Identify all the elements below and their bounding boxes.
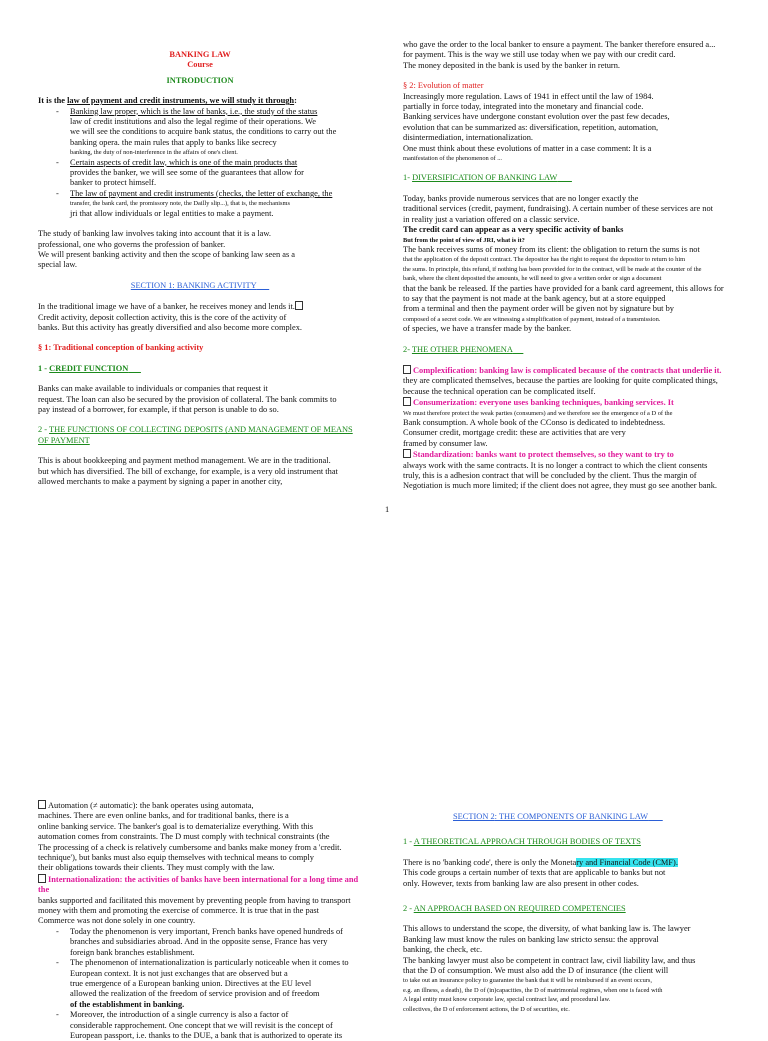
checkbox-glyph-icon — [403, 397, 411, 406]
comp-line: banking, the check, etc. — [403, 945, 483, 955]
item2-line: - Certain aspects of credit law, which is one of the main products that — [70, 157, 298, 167]
checkbox-glyph-icon — [38, 874, 46, 883]
other-title: THE OTHER PHENOMENA — [411, 344, 513, 354]
section1-title: BANKING ACTIVITY — [176, 280, 257, 290]
item3-line: - The law of payment and credit instruments (checks, the letter of exchange, the — [70, 188, 333, 198]
doc-title: BANKING LAW — [169, 50, 231, 59]
section2-heading — [403, 812, 733, 822]
trad-line — [38, 301, 362, 312]
auto-line-text: Automation (≠ automatic): the bank operates using automata, — [48, 801, 254, 810]
page2-right-column — [403, 812, 733, 1014]
credit-num: 1 - — [38, 363, 50, 373]
comp-line: Banking law must know the rules on banking law stricto sensu: the approval — [403, 934, 659, 944]
study-line: special law. — [38, 260, 77, 270]
item1-line: banking, the duty of non-interference in the affairs of one's client. — [70, 149, 238, 157]
intro-list — [38, 107, 362, 219]
other-heading — [403, 345, 753, 355]
comp-title: AN APPROACH BASED ON REQUIRED COMPETENCIES — [413, 904, 626, 914]
cons-heading — [403, 397, 753, 408]
section1-label: SECTION 1: — [130, 280, 177, 290]
cx-line: they are complicated themselves, because the parties are looking for quite complicated things, — [403, 376, 718, 386]
section2-title: : THE COMPONENTS OF BANKING LAW — [494, 812, 649, 821]
auto-heading — [38, 800, 362, 811]
intro-lead-a: It is the — [38, 96, 68, 106]
li2-line: true emergence of a European banking union. Directives at the EU level — [70, 978, 312, 988]
credit-line: Banks can make available to individuals or companies that request it — [38, 384, 268, 394]
trad-line: banks. But this activity has greatly diversified and also become more complex. — [38, 322, 302, 332]
div-line: The bank receives sums of money from its client: the obligation to return the sums is not — [403, 244, 700, 254]
comp-line: that the D of consumption. We must also add the D of insurance (the client will — [403, 966, 669, 976]
item2-line: provides the banker, we will see some of the guarantees that allow for — [70, 168, 304, 178]
auto-line: online banking service. The banker's goal is to dematerialize everything. With this — [38, 821, 314, 831]
credit-line: pay instead of a borrower, for example, if that person is unable to do so. — [38, 404, 279, 414]
trad-line-text: In the traditional image we have of a banker, he receives money and lends it. — [38, 302, 295, 312]
auto-line: The processing of a check is relatively cumbersome and banks make money from a 'credit. — [38, 842, 342, 852]
li2-line: - The phenomenon of internationalization is particularly noticeable when it comes to — [70, 958, 349, 968]
list-item — [38, 1010, 362, 1041]
doc-subtitle: Course — [187, 60, 213, 70]
comp-line: e.g. an illness, a death), the D of (in)capacities, the D of matrimonial regimes, when one is faced with — [403, 986, 663, 994]
std-line: truly, this is a adhesion contract that will be concluded by the client. Thus the margin of — [403, 471, 697, 481]
item3-line: transfer, the bank card, the promissory note, the Dailly slip...), that is, the mechanisms — [70, 200, 290, 208]
div-line: that the bank be released. If the parties have provided for a bank card agreement, this allows for — [403, 283, 724, 293]
div-line: in reality just a variation offered on a classic service. — [403, 214, 580, 224]
list-item — [38, 927, 362, 958]
intl-line: banks supported and facilitated this movement by preventing people from having to transport — [38, 895, 351, 905]
std-heading — [403, 449, 753, 460]
item1-line: banking opera. the main rules that apply to banks like secrecy — [70, 137, 277, 147]
page-number: 1 — [385, 505, 390, 514]
func-line: allowed merchants to make a payment by signing a paper in another city, — [38, 477, 283, 486]
item1-line: law of credit institutions and also the legal regime of their operations. We — [70, 117, 316, 127]
div-line: bank, where the client deposited the amounts, he will need to give a written order or sign a document — [403, 275, 662, 283]
item3-line: jri that allow individuals or legal entities to make a payment. — [70, 208, 274, 218]
div-line: to say that the payment is not made at the bank agency, but at a store equipped — [403, 293, 666, 303]
func-line: This is about bookkeeping and payment method management. We are in the traditional. — [38, 456, 331, 466]
comp-line: collectives, the D of enforcement actions, the D of securities, etc. — [403, 1005, 570, 1013]
checkbox-glyph-icon — [38, 800, 46, 809]
li2-line: allowed the realization of the freedom of service provision and of freedom — [70, 989, 320, 999]
credit-line: request. The loan can also be secured by the provision of collateral. The bank commits to — [38, 394, 337, 404]
li1-line: branches and subsidiaries abroad. And in the opposite sense, France has very — [70, 937, 328, 947]
par1-heading: § 1: Traditional conception of banking activity — [38, 343, 204, 353]
section2-label: SECTION 2 — [453, 812, 495, 821]
evo-line: partially in force today, integrated into the monetary and financial code. — [403, 102, 644, 112]
std-heading-text: Standardization: banks want to protect themselves, so they want to try to — [413, 450, 674, 460]
li3-line: European passport, i.e. thanks to the DUE, a bank that is authorized to operate its — [70, 1030, 343, 1040]
par2-heading: § 2: Evolution of matter — [403, 81, 484, 91]
comp-line: The banking lawyer must also be competent in contract law, civil liability law, and thus — [403, 955, 696, 965]
intl-line: money with them and promoting the exercise of commerce. It is true that in the past — [38, 906, 319, 916]
comp-line: to take out an insurance policy to guarantee the bank that it will be reimbursed if an event occurs, — [403, 977, 652, 985]
li2-line: of the establishment in banking. — [70, 999, 185, 1009]
other-num: 2- — [403, 344, 412, 354]
func-line: but which has diversified. The bill of exchange, for example, is a very old instrument that — [38, 466, 338, 476]
auto-line: technique'), but banks must also equip themselves with technical means to comply — [38, 853, 314, 863]
std-line: Negotiation is much more limited; if the client does not agree, they must go see another bank. — [403, 481, 717, 491]
cons-line: Consumer credit, mortgage credit: these are activities that are very — [403, 428, 626, 438]
functions-num: 2 - — [38, 425, 50, 435]
auto-line: their obligations towards their clients. They must comply with the law. — [38, 863, 275, 873]
intl-heading-text: Internationalization: the activities of banks have been international for a long time and the — [38, 874, 359, 895]
cmf-highlight: ry and Financial Code (CMF). — [576, 857, 678, 867]
theo-num: 1 - — [403, 837, 414, 847]
div-num: 1- — [403, 173, 413, 183]
div-line: Today, banks provide numerous services that are no longer exactly the — [403, 193, 639, 203]
li3-line: considerable rapprochement. One concept that we will revisit is the concept of — [70, 1020, 333, 1030]
evo-line: manifestation of the phenomenon of ... — [403, 155, 503, 163]
div-line: The credit card can appear as a very specific activity of banks — [403, 225, 624, 235]
intl-heading — [38, 874, 362, 896]
item1-line: we will see the conditions to acquire bank status, the conditions to carry out the — [70, 127, 337, 137]
theo-line: This code groups a certain number of texts that are applicable to banks but not — [403, 868, 666, 878]
page1-right-column — [403, 40, 753, 492]
functions-heading — [38, 425, 362, 446]
credit-heading — [38, 364, 362, 374]
auto-line: automation comes from constraints. The D must comply with technical constraints (the — [38, 832, 330, 842]
cx-line: because the technical operation can be complicated itself. — [403, 386, 596, 396]
div-heading — [403, 173, 753, 183]
evo-line: One must think about these evolutions of matter in a case comment: It is a — [403, 143, 652, 153]
theo-line-a: There is no 'banking code', there is only the Moneta — [403, 857, 577, 867]
trad-line: Credit activity, deposit collection activity, this is the core of the activity of — [38, 312, 287, 322]
evo-line: Banking services have undergone constant evolution over the past few decades, — [403, 112, 670, 122]
intro-lead — [38, 96, 362, 106]
checkbox-glyph-icon — [403, 449, 411, 458]
list-item — [38, 107, 362, 158]
cons-line: Bank consumption. A whole book of the CConso is dedicated to indebtedness. — [403, 418, 666, 427]
introduction-heading: INTRODUCTION — [166, 75, 234, 85]
cont-line: The money deposited in the bank is used by the banker in return. — [403, 60, 620, 70]
div-line: that the application of the deposit contract. The depositor has the right to request the depositor to return to him — [403, 256, 686, 264]
study-line: professional, one who governs the profession of banker. — [38, 239, 226, 249]
div-title: DIVERSIFICATION OF BANKING LAW — [412, 173, 558, 183]
theo-title: A THEORETICAL APPROACH THROUGH BODIES OF TEXTS — [413, 837, 641, 847]
evo-line: Increasingly more regulation. Laws of 1941 in effect until the law of 1984. — [403, 91, 654, 101]
credit-title: CREDIT FUNCTION — [49, 363, 129, 373]
list-item — [38, 189, 362, 219]
li1-line: - Today the phenomenon is very important, French banks have opened hundreds of — [70, 926, 343, 936]
li3-line: - Moreover, the introduction of a single currency is also a factor of — [70, 1010, 289, 1020]
theo-heading — [403, 837, 733, 847]
div-line: of species, we have a transfer made by the banker. — [403, 324, 572, 334]
intro-lead-c: : — [294, 96, 297, 106]
cont-line: who gave the order to the local banker to ensure a payment. The banker therefore ensured a... — [403, 40, 716, 49]
li1-line: foreign bank branches establishment. — [70, 947, 195, 957]
comp-num: 2 - — [403, 904, 414, 914]
functions-title: THE FUNCTIONS OF COLLECTING DEPOSITS (AND MANAGEMENT OF MEANS OF PAYMENT — [38, 425, 353, 445]
cons-heading-text: Consumerization: everyone uses banking techniques, banking services. It — [413, 398, 674, 408]
item1-line: - Banking law proper, which is the law of banks, i.e., the study of the status — [70, 106, 318, 116]
evo-line: evolution that can be summarized as: diversification, repetition, automation, — [403, 122, 659, 132]
auto-line: machines. There are even online banks, and for traditional banks, there is a — [38, 811, 289, 821]
study-line: We will present banking activity and then the scope of banking law seen as a — [38, 249, 296, 259]
theo-line — [403, 858, 733, 868]
cons-line: We must therefore protect the weak parties (consumers) and we therefore see the emergence of a D of the — [403, 409, 673, 417]
cx-heading — [403, 365, 753, 376]
cons-line: framed by consumer law. — [403, 438, 488, 448]
comp-line: A legal entity must know corporate law, special contract law, and procedural law. — [403, 996, 611, 1004]
intro-lead-b: law of payment and credit instruments, we will study it through — [67, 96, 295, 106]
div-line: traditional services (credit, payment, fundraising). A certain number of these services are not — [403, 204, 713, 214]
div-line: But from the point of view of JRI, what is it? — [403, 236, 525, 244]
evo-line: disintermediation, internationalization. — [403, 133, 534, 143]
checkbox-glyph-icon — [295, 301, 303, 310]
study-line: The study of banking law involves taking into account that it is a law. — [38, 229, 271, 239]
list-item — [38, 158, 362, 189]
comp-heading — [403, 904, 733, 914]
section1-heading — [38, 281, 362, 291]
page2-left-column — [38, 800, 362, 1041]
cont-line: for payment. This is the way we still use today when we pay with our credit card. — [403, 50, 676, 60]
list-item — [38, 958, 362, 1010]
checkbox-glyph-icon — [403, 365, 411, 374]
li2-line: European context. It is not just exchanges that are observed but a — [70, 968, 288, 978]
intl-line: Commerce was not done solely in one country. — [38, 916, 196, 926]
comp-line: This allows to understand the scope, the diversity, of what banking law is. The lawyer — [403, 924, 691, 934]
theo-line: only. However, texts from banking law are also present in other codes. — [403, 878, 639, 888]
std-line: always work with the same contracts. It is no longer a contract to which the client consents — [403, 460, 708, 470]
item2-line: banker to protect himself. — [70, 178, 157, 188]
page1-left-column — [38, 50, 362, 487]
div-line: composed of a secret code. We are witnessing a simplification of payment, instead of a transmission. — [403, 315, 661, 323]
div-line: from a terminal and then the payment order will be given not by signature but by — [403, 304, 674, 314]
div-line: the sums. In principle, this refund, if nothing has been provided for in the contract, will be made at the counter of the — [403, 265, 702, 273]
cx-heading-text: Complexification: banking law is complicated because of the contracts that underlie it. — [413, 365, 722, 375]
